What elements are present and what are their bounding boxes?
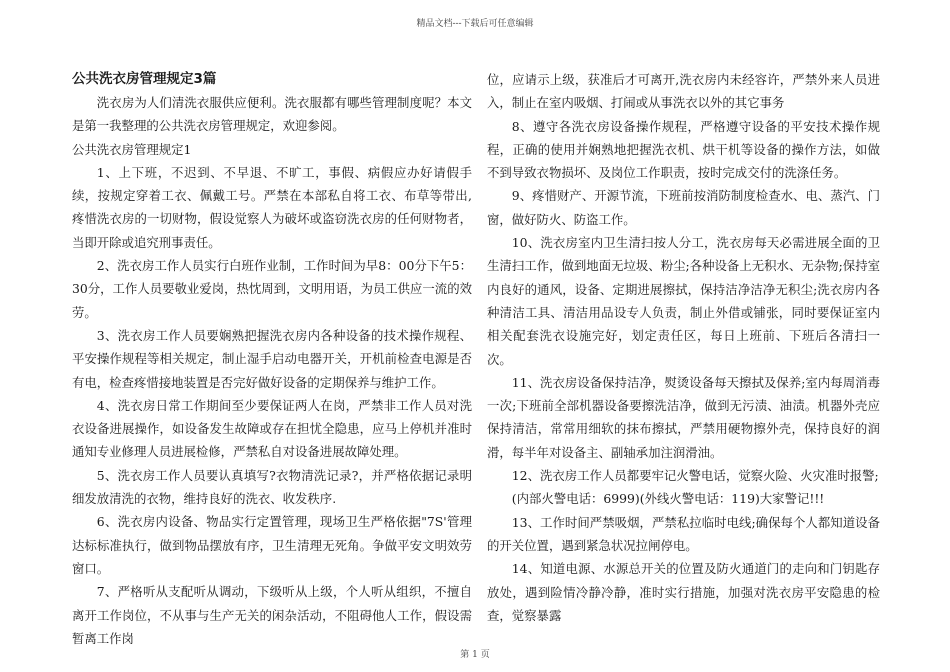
rule-paragraph: 12、洗衣房工作人员都要牢记火警电话，觉察火险、火灾准时报警; xyxy=(511,468,879,484)
rule-paragraph: 1、上下班，不迟到、不早退、不旷工，事假、病假应办好请假手续，按规定穿着工衣、佩戴工号。严禁在本部私自将工衣、布草等带出,疼惜洗衣房的一切财物，假设觉察人为破坏或盗窃洗衣房的任何财物者，当即开除或追究刑事责任。 xyxy=(72,164,472,250)
rule-paragraph: 6、洗衣房内设备、物品实行定置管理，现场卫生严格依据"7S'管理达标标准执行，做到物品摆放有序，卫生清理无死角。争做平安文明效劳窗口。 xyxy=(72,514,472,576)
right-column xyxy=(487,68,880,627)
rule-paragraph: 3、洗衣房工作人员要娴熟把握洗衣房内各种设备的技术操作规程、平安操作规程等相关规定，制止湿手启动电器开关，开机前检查电源是否有电，检查疼惜接地装置是否完好做好设备的定期保养与维护工作。 xyxy=(72,327,472,390)
left-column xyxy=(72,68,472,650)
fire-phone-numbers: (内部火警电话：6999)(外线火警电话：119)大家警记!!! xyxy=(511,491,825,507)
rule-paragraph: 10、洗衣房室内卫生清扫按人分工，洗衣房每天必需进展全面的卫生清扫工作，做到地面无垃圾、粉尘;各种设备上无积水、无杂物;保持室内良好的通风，设备、定期进展擦拭，保持洁净洁净无积尘;洗衣房内各种清洁工具、清洁用品设专人负责，制止外借或铺张，同时要保证室内相关配套洗衣设施完好，划定责任区，每日上班前、下班后各清扫一次。 xyxy=(487,235,880,367)
page-number: 第 1 页 xyxy=(460,650,490,660)
rule-paragraph: 14、知道电源、水源总开关的位置及防火通道门的走向和门钥匙存放处，遇到险情冷静冷静，准时实行措施，加强对洗衣房平安隐患的检查，觉察暴露 xyxy=(487,561,880,623)
rule-paragraph: 8、遵守各洗衣房设备操作规程，严格遵守设备的平安技术操作规程，正确的使用并娴熟地把握洗衣机、烘干机等设备的操作方法，如做不到导致衣物损坏、及岗位工作职责，按时完成交付的洗涤任务。 xyxy=(487,118,880,181)
document-title: 公共洗衣房管理规定3篇 xyxy=(72,71,217,87)
rule-paragraph: 13、工作时间严禁吸烟，严禁私拉临时电线;确保每个人都知道设备的开关位置，遇到紧急状况拉闸停电。 xyxy=(487,514,880,553)
intro-paragraph: 洗衣房为人们清洗衣服供应便利。洗衣服都有哪些管理制度呢？本文是第一我整理的公共洗衣房管理规定，欢迎参阅。 xyxy=(72,95,472,134)
rule-paragraph: 4、洗衣房日常工作期间至少要保证两人在岗，严禁非工作人员对洗衣设备进展操作，如设备发生故障或存在担忧全隐患，应马上停机并准时通知专业修理人员进展检修，严禁私自对设备进展故障处理。 xyxy=(72,397,472,460)
continued-paragraph: 位，应请示上级，获准后才可离开,洗衣房内未经容许，严禁外来人员进入，制止在室内吸烟、打闹或从事洗衣以外的其它事务 xyxy=(487,72,880,111)
rule-paragraph: 2、洗衣房工作人员实行白班作业制，工作时间为早8：00分下午5：30分，工作人员要敬业爱岗，热忱周到，文明用语，为员工供应一流的效劳。 xyxy=(72,258,472,320)
rule-paragraph: 9、疼惜财产、开源节流，下班前按消防制度检查水、电、蒸汽、门窗，做好防火、防盗工作。 xyxy=(487,188,880,227)
rule-paragraph: 5、洗衣房工作人员要认真填写?衣物清洗记录?，并严格依据记录明细发放清洗的衣物，维持良好的洗衣、收发秩序. xyxy=(72,467,472,507)
section-heading: 公共洗衣房管理规定1 xyxy=(72,141,192,157)
page-header: 精品文档---下载后可任意编辑 xyxy=(416,19,534,29)
rule-paragraph: 11、洗衣房设备保持洁净，熨烫设备每天擦拭及保养;室内每周消毒一次;下班前全部机器设备要擦洗洁净，做到无污渍、油渍。机器外壳应保持清洁，常常用细软的抹布擦拭，严禁用硬物擦外壳，保持良好的润滑，每半年对设备主、副轴承加注润滑油。 xyxy=(487,374,880,460)
rule-paragraph: 7、严格听从支配听从调动，下级听从上级，个人听从组织，不擅自离开工作岗位，不从事与生产无关的闲杂活动，不阻碍他人工作，假设需暂离工作岗 xyxy=(72,584,472,646)
